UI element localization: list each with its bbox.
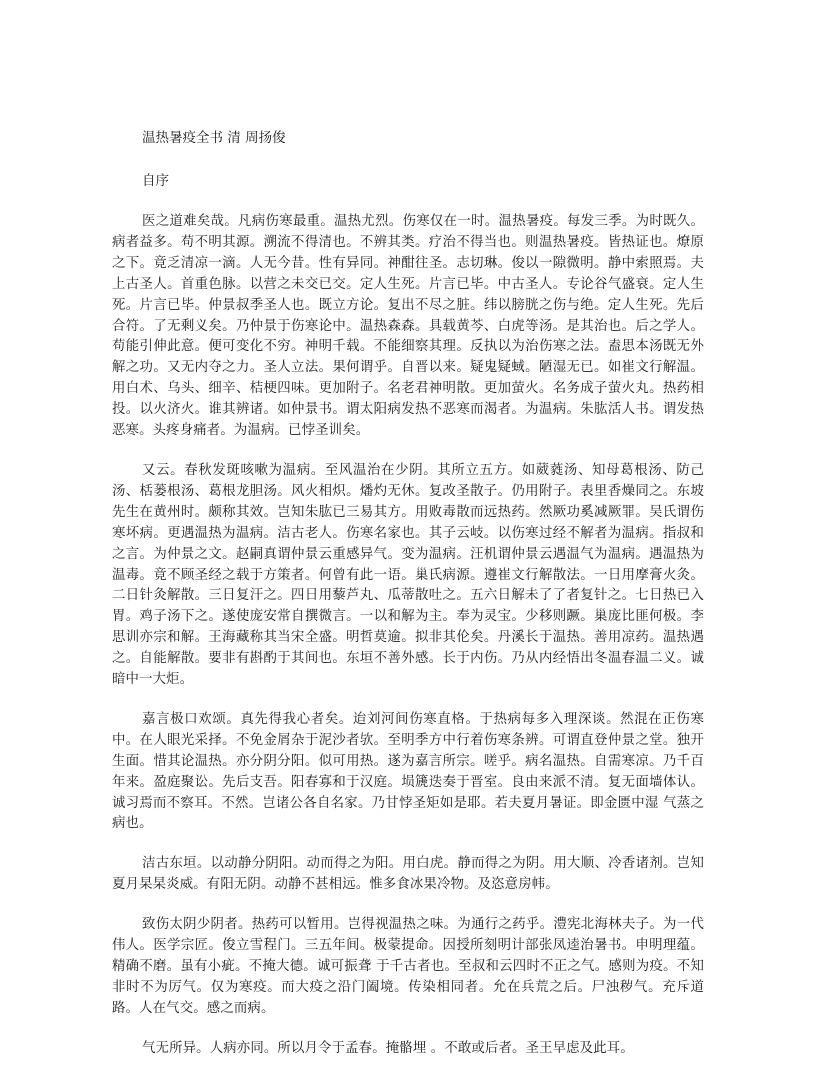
paragraph-2: 又云。春秋发斑咳嗽为温病。至风温治在少阴。其所立五方。如葳蕤汤、知母葛根汤、防己汤、栝蒌根汤、葛根龙胆汤。风火相炽。燔灼无休。复改圣散子。仍用附子。表里香燥同之。东坡先生在黄州时。颇称其效。岂知朱肱已三易其方。用败毒散而远热药。然厥功奚减厥罪。吴氏谓伤寒坏病。更遇温热为温病。洁古老人。伤寒名家也。其子云岐。以伤寒过经不解者为温病。指叔和之言。为仲景之文。赵嗣真谓仲景云重感异气。变为温病。汪机谓仲景云遇温气为温病。遇温热为温毒。竟不顾圣经之载于方策者。何曾有此一语。巢氏病源。遵崔文行解散法。一日用摩膏火灸。二日针灸解散。三日复汗之。四日用藜芦丸、瓜蒂散吐之。五六日解未了了者复针之。七日热已入胃。鸡子汤下之。遂使庞安常自撰微言。一以和解为主。奉为灵宝。少移则蹶。巢庞比匪何极。李思训亦宗和解。王海藏称其当宋全盛。明哲莫逾。拟非其伦矣。丹溪长于温热。善用凉药。温热遇之。自能解散。要非有斟酌于其间也。东垣不善外感。长于内伤。乃从内经悟出冬温春温二义。诚暗中一大炬。 [112,462,704,688]
preface-heading: 自序 [142,173,169,189]
paragraph-3: 嘉言极口欢颂。真先得我心者矣。迨刘河间伤寒直格。于热病每多入理深谈。然混在正伤寒中。在人眼光采择。不免金屑杂于泥沙者欤。至明季方中行着伤寒条辨。可谓直登仲景之堂。独开生面。惜其论温热。亦分阴分阳。似可用热。遂为嘉言所宗。嗟乎。病名温热。自需寒凉。乃千百年来。盈庭聚讼。先后支吾。阳春寡和于汉庭。埙篪迭奏于晋室。良由来派不清。复无面墙体认。诚习焉而不察耳。不然。岂诸公各自名家。乃甘悖圣矩如是耶。若夫夏月暑证。即金匮中湿 气蒸之病也。 [112,711,704,832]
book-title: 温热暑疫全书 清 周扬俊 [142,130,286,146]
paragraph-4: 洁古东垣。以动静分阴阳。动而得之为阳。用白虎。静而得之为阴。用大顺、冷香诸剂。岂知夏月杲杲炎威。有阳无阴。动静不甚相远。惟多食冰果冷物。及恣意房帏。 [112,856,704,893]
paragraph-5: 致伤太阴少阴者。热药可以暂用。岂得视温热之味。为通行之药乎。澧宪北海林夫子。为一代伟人。医学宗匠。俊立雪程门。三五年间。极蒙提命。因授所刻明计部张凤逵治暑书。申明理蕴。精确不磨。虽有小疵。不掩大德。诚可振聋 于千古者也。至叔和云四时不正之气。感则为疫。不知非时不为厉气。仅为寒疫。而大疫之沿门阖境。传染相同者。允在兵荒之后。尸浊秽气。充斥道路。人在气交。感之而病。 [112,917,704,1016]
paragraph-1: 医之道难矣哉。凡病伤寒最重。温热尤烈。伤寒仅在一时。温热暑疫。每发三季。为时既久。病者益多。苟不明其源。溯流不得清也。不辨其类。疗治不得当也。则温热暑疫。皆热证也。燎原之下。竟乏清凉一滴。人无今昔。性有异同。神酣往圣。志切琳。俊以一隙微明。静中索照焉。夫上古圣人。首重色脉。以营之未交已交。定人生死。片言已毕。中古圣人。专论谷气盛衰。定人生死。片言已毕。仲景叔季圣人也。既立方论。复出不尽之脏。纬以膀胱之伤与绝。定人生死。先后合符。了无剩义矣。乃仲景于伤寒论中。温热森森。具载黄芩、白虎等汤。是其治也。后之学人。苟能引伸此意。便可变化不穷。神明千载。不能细察其理。反执以为治伤寒之法。盍思本汤既无外解之功。又无内夺之力。圣人立法。果何谓乎。自晋以来。疑鬼疑蜮。陋湿无已。如崔文行解温。用白术、乌头、细辛、桔梗四味。更加附子。名老君神明散。更加萤火。名务成子萤火丸。热药相投。以火济火。谁其辨诸。如仲景书。谓太阳病发热不恶寒而渴者。为温病。朱肱活人书。谓发热恶寒。头疼身痛者。为温病。已悖圣训矣。 [112,214,704,439]
document-page [112,128,704,1079]
paragraph-6: 气无所异。人病亦同。所以月令于孟春。掩骼埋 。不敢或后者。圣王早虑及此耳。 [142,1040,634,1056]
